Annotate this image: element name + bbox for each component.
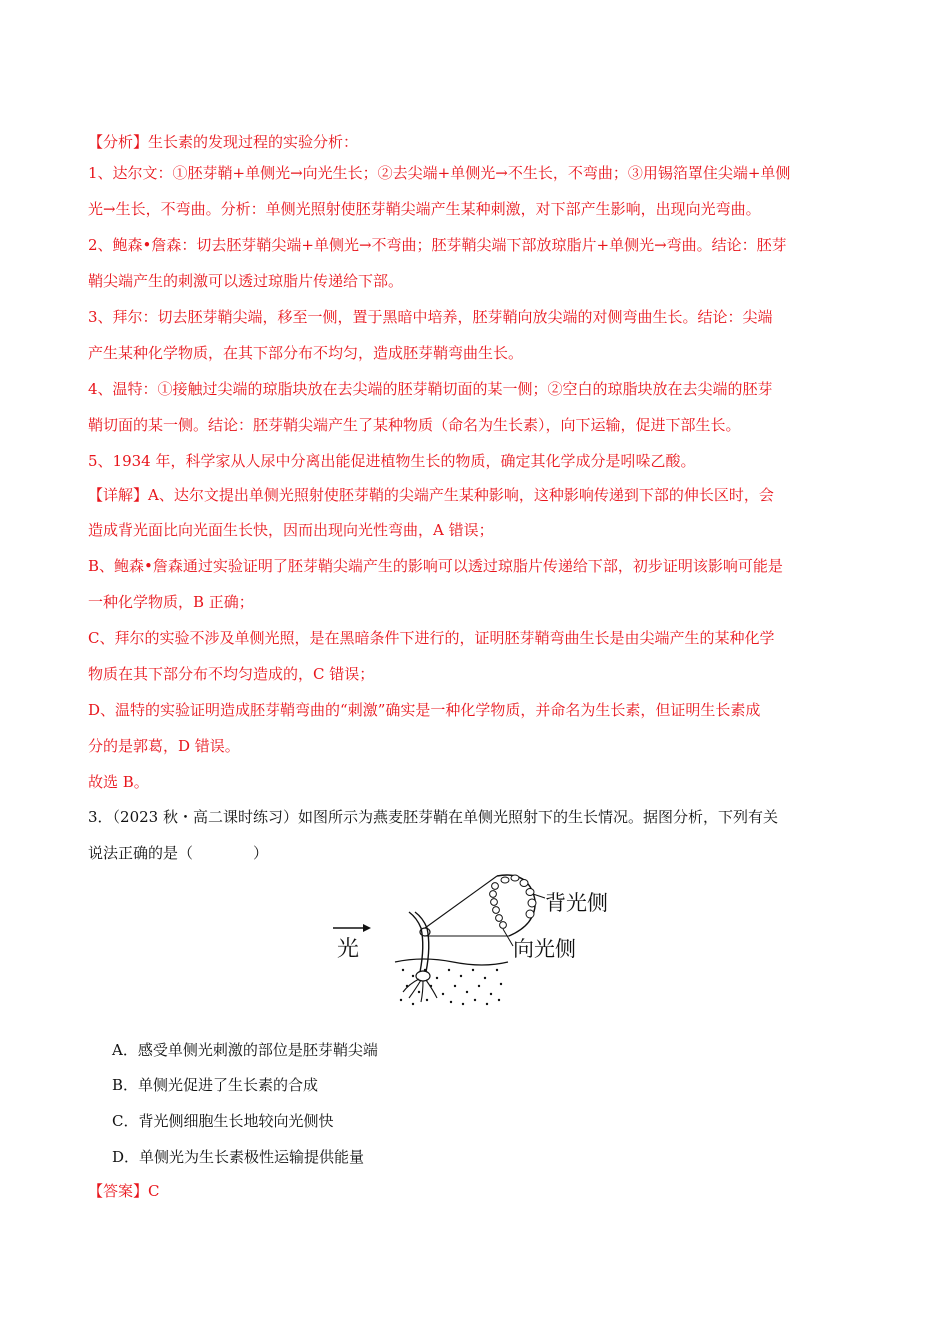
detail-line: 物质在其下部分布不均匀造成的，C 错误； (88, 665, 375, 683)
detail-line: 【详解】A、达尔文提出单侧光照射使胚芽鞘的尖端产生某种影响，这种影响传递到下部的伸长区时，会 (88, 486, 774, 504)
back-side-label: 背光侧 (545, 891, 608, 915)
detail-line: 造成背光面比向光面生长快，因而出现向光性弯曲，A 错误； (88, 521, 494, 539)
light-side-label: 向光侧 (513, 937, 576, 961)
arrow-head (363, 924, 371, 932)
question-stem: 3．（2023 秋・高二课时练习）如图所示为燕麦胚芽鞘在单侧光照射下的生长情况。据图分析，下列有关 (88, 808, 778, 826)
detail-line: D、温特的实验证明造成胚芽鞘弯曲的“刺激”确实是一种化学物质，并命名为生长素，但证明生长素成 (88, 701, 761, 719)
soil-area (395, 959, 508, 1006)
conclusion: 故选 B。 (88, 773, 149, 791)
analysis-line: 鞘尖端产生的刺激可以透过琼脂片传递给下部。 (88, 272, 404, 290)
question-stem: 说法正确的是（ ） (88, 844, 269, 862)
analysis-line: 光→生长，不弯曲。分析：单侧光照射使胚芽鞘尖端产生某种刺激，对下部产生影响，出现向光弯曲。 (88, 200, 761, 218)
analysis-line: 产生某种化学物质，在其下部分布不均匀，造成胚芽鞘弯曲生长。 (88, 344, 524, 362)
detail-line: B、鲍森•詹森通过实验证明了胚芽鞘尖端产生的影响可以透过琼脂片传递给下部，初步证明该影响可能是 (88, 557, 783, 575)
analysis-line: 2、鲍森•詹森：切去胚芽鞘尖端+单侧光→不弯曲；胚芽鞘尖端下部放琼脂片+单侧光→弯曲。结论：胚芽 (88, 236, 787, 254)
analysis-line: 4、温特：①接触过尖端的琼脂块放在去尖端的胚芽鞘切面的某一侧；②空白的琼脂块放在去尖端的胚芽 (88, 380, 773, 398)
detail-line: 一种化学物质，B 正确； (88, 593, 254, 611)
option-d: D．单侧光为生长素极性运输提供能量 (112, 1148, 365, 1166)
analysis-line: 鞘切面的某一侧。结论：胚芽鞘尖端产生了某种物质（命名为生长素），向下运输，促进下部生长。 (88, 416, 741, 434)
detail-line: 分的是郭葛，D 错误。 (88, 737, 240, 755)
analysis-heading: 【分析】生长素的发现过程的实验分析： (88, 133, 359, 151)
analysis-line: 1、达尔文：①胚芽鞘+单侧光→向光生长；②去尖端+单侧光→不生长，不弯曲；③用锡箔罩住尖端+单侧 (88, 164, 791, 182)
light-label: 光 (337, 937, 360, 962)
detail-line: C、拜尔的实验不涉及单侧光照，是在黑暗条件下进行的，证明胚芽鞘弯曲生长是由尖端产生的某种化学 (88, 629, 775, 647)
analysis-line: 5、1934 年，科学家从人尿中分离出能促进植物生长的物质，确定其化学成分是吲哚乙酸。 (88, 452, 696, 470)
option-b: B．单侧光促进了生长素的合成 (112, 1076, 319, 1094)
analysis-line: 3、拜尔：切去胚芽鞘尖端，移至一侧，置于黑暗中培养，胚芽鞘向放尖端的对侧弯曲生长。结论：尖端 (88, 308, 773, 326)
coleoptile-figure (333, 866, 623, 1010)
option-a: A．感受单侧光刺激的部位是胚芽鞘尖端 (112, 1041, 378, 1059)
option-c: C．背光侧细胞生长地较向光侧快 (112, 1112, 334, 1130)
answer: 【答案】C (88, 1182, 160, 1200)
